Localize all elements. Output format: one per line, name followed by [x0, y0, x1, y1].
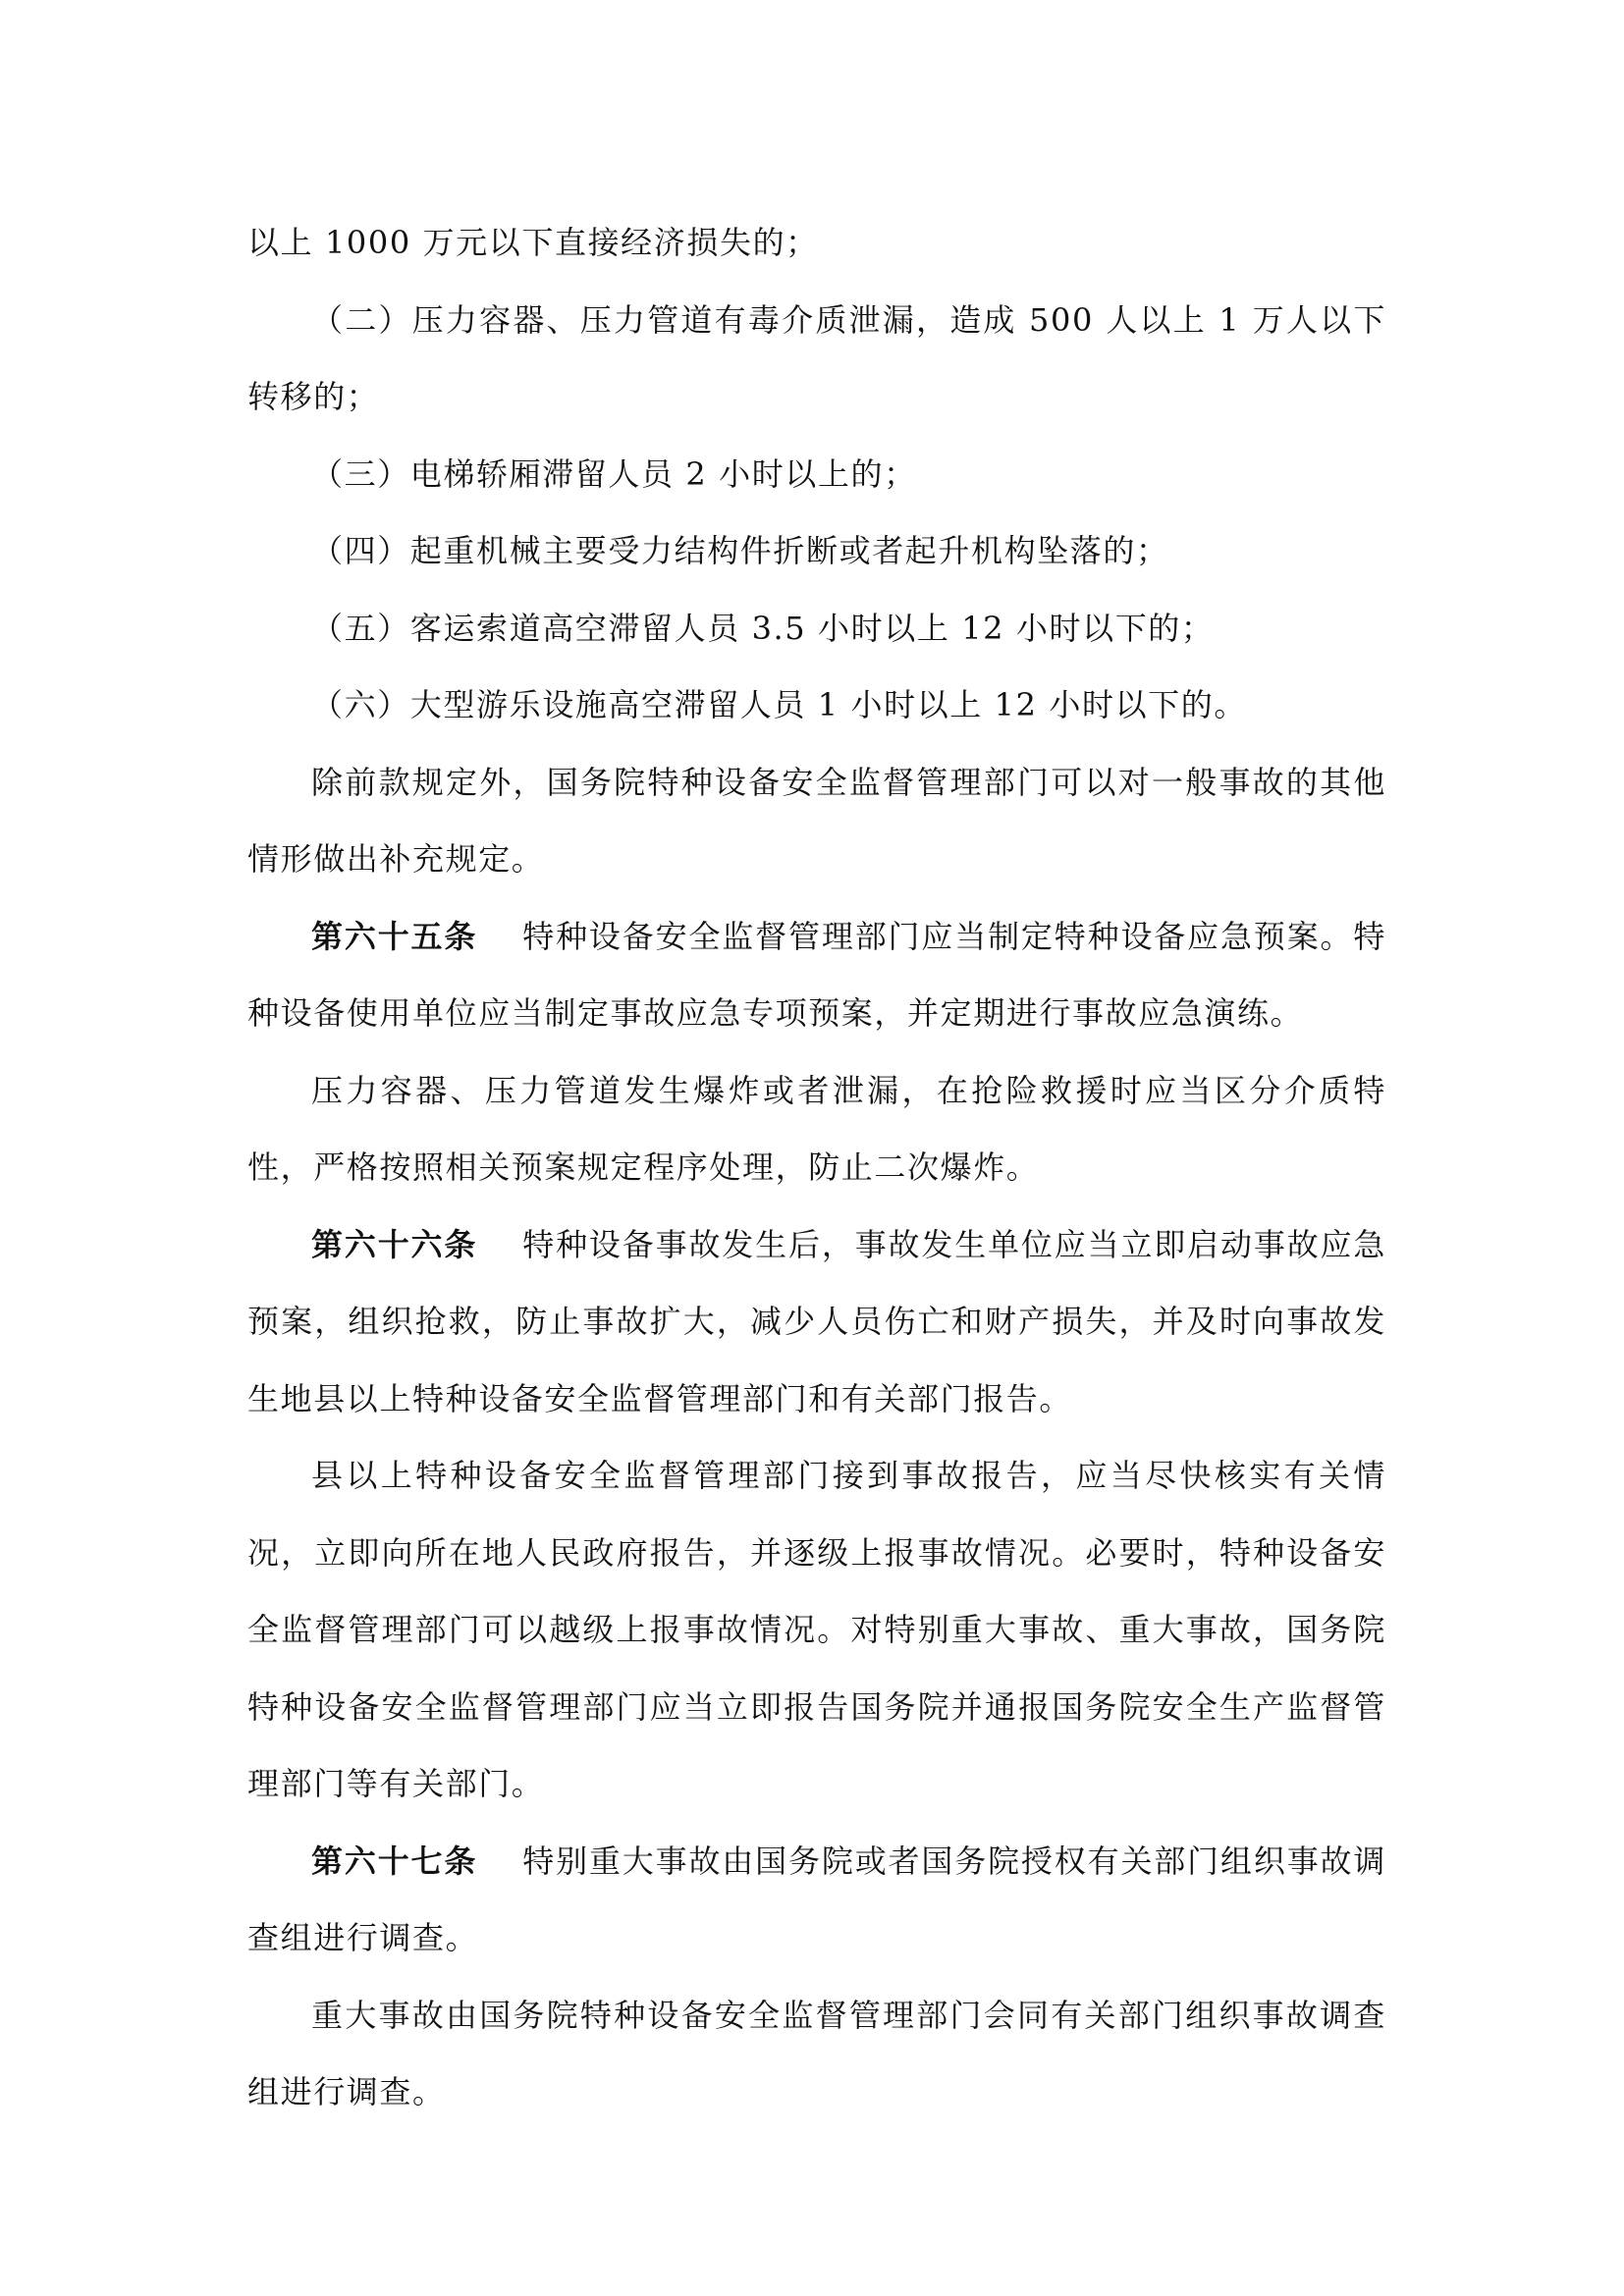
- paragraph-text: （四）起重机械主要受力结构件折断或者起升机构坠落的；: [311, 532, 1169, 569]
- paragraph-pressure-vessel: [247, 1052, 1386, 1206]
- paragraph-text: 特别重大事故由国务院或者国务院授权有关部门组织事故调查组进行调查。: [247, 1842, 1386, 1956]
- paragraph-text: （五）客运索道高空滞留人员 3.5 小时以上 12 小时以下的；: [311, 609, 1215, 647]
- paragraph-text: （二）压力容器、压力管道有毒介质泄漏，造成 500 人以上 1 万人以下转移的；: [247, 300, 1386, 415]
- paragraph-supplement: [247, 744, 1386, 898]
- article-66: [247, 1206, 1386, 1438]
- paragraph-continuation: [247, 204, 1386, 282]
- paragraph-text: 压力容器、压力管道发生爆炸或者泄漏，在抢险救援时应当区分介质特性，严格按照相关预案规定程序处理，防止二次爆炸。: [247, 1071, 1386, 1186]
- paragraph-text: 特种设备安全监督管理部门应当制定特种设备应急预案。特种设备使用单位应当制定事故应急专项预案，并定期进行事故应急演练。: [247, 917, 1386, 1032]
- list-item-4: [247, 512, 1386, 590]
- paragraph-text: 以上 1000 万元以下直接经济损失的；: [247, 224, 819, 261]
- article-65: [247, 898, 1386, 1052]
- article-title: 第六十七条: [311, 1842, 478, 1880]
- paragraph-text: （六）大型游乐设施高空滞留人员 1 小时以上 12 小时以下的。: [311, 686, 1247, 723]
- paragraph-text: 特种设备事故发生后，事故发生单位应当立即启动事故应急预案，组织抢救，防止事故扩大，减少人员伤亡和财产损失，并及时向事故发生地县以上特种设备安全监督管理部门和有关部门报告。: [247, 1225, 1386, 1417]
- list-item-5: [247, 590, 1386, 667]
- paragraph-text: （三）电梯轿厢滞留人员 2 小时以上的；: [311, 454, 917, 493]
- paragraph-reporting: [247, 1437, 1386, 1823]
- paragraph-text: 重大事故由国务院特种设备安全监督管理部门会同有关部门组织事故调查组进行调查。: [247, 1996, 1386, 2110]
- list-item-2: [247, 282, 1386, 436]
- article-67: [247, 1823, 1386, 1977]
- paragraph-text: 除前款规定外，国务院特种设备安全监督管理部门可以对一般事故的其他情形做出补充规定。: [247, 763, 1386, 878]
- list-item-3: [247, 436, 1386, 513]
- paragraph-major-accident: [247, 1977, 1386, 2131]
- article-title: 第六十六条: [311, 1225, 478, 1263]
- list-item-6: [247, 667, 1386, 744]
- article-title: 第六十五条: [311, 917, 478, 955]
- document-body: [247, 204, 1386, 2131]
- paragraph-text: 县以上特种设备安全监督管理部门接到事故报告，应当尽快核实有关情况，立即向所在地人民政府报告，并逐级上报事故情况。必要时，特种设备安全监督管理部门可以越级上报事故情况。对特别重大事故、重大事故，国务院特种设备安全监督管理部门应当立即报告国务院并通报国务院安全生产监督管理部门等有关部门。: [247, 1457, 1386, 1802]
